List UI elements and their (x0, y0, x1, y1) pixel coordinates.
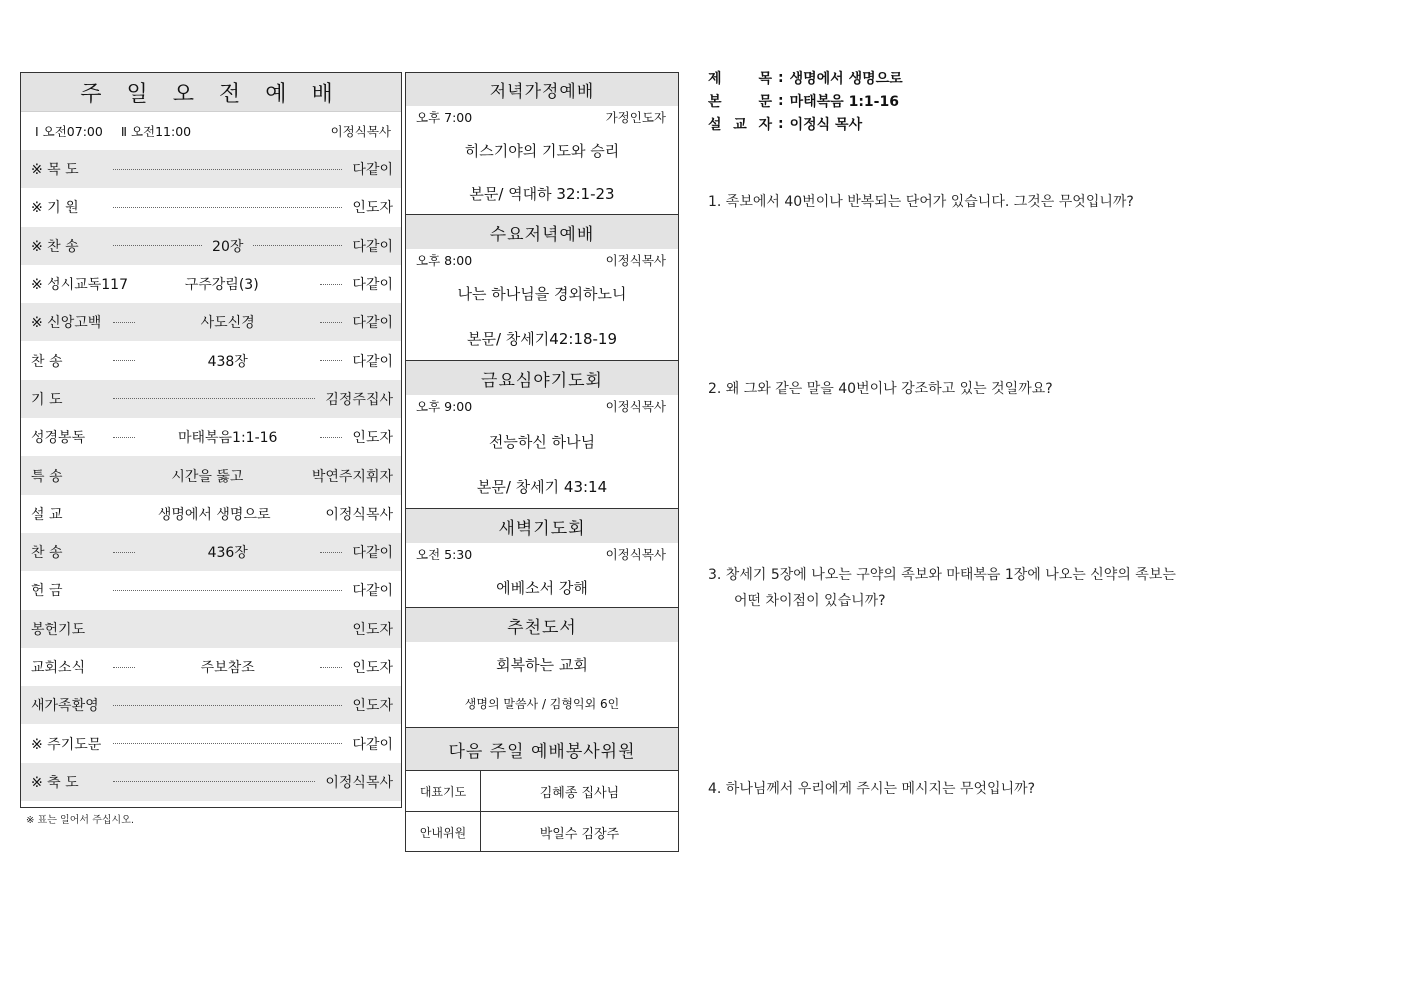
staff-value: 김혜종 집사님 (539, 785, 620, 801)
order-person: 인도자 (352, 200, 393, 217)
order-name: 찬 송 (31, 353, 63, 370)
second-service-time: Ⅱ 오전11:00 (120, 124, 192, 139)
order-name: 성경봉독 (31, 430, 86, 447)
label-char: 교 (733, 116, 747, 133)
dawn-title: 새벽기도회 (406, 509, 678, 543)
question-3-continued: 어떤 차이점이 있습니까? (734, 593, 886, 609)
friday-text: 본문/ 창세기 43:14 (476, 478, 608, 496)
order-row (21, 495, 401, 533)
order-person: 다같이 (352, 583, 393, 600)
order-name: 새가족환영 (31, 698, 99, 715)
dawn-meta (406, 543, 678, 565)
order-row (21, 227, 401, 265)
order-detail: 20장 (212, 238, 244, 255)
sermon-title: 생명에서 생명으로 (789, 70, 903, 87)
evening-home-meta (406, 106, 678, 128)
order-row (21, 648, 401, 686)
evening-home-topic: 히스기야의 기도와 승리 (464, 142, 620, 160)
friday-section (406, 361, 678, 509)
order-name: ※ 주기도문 (31, 736, 102, 753)
dawn-leader: 이정식목사 (605, 547, 666, 562)
dawn-section (406, 509, 678, 608)
order-person: 김정주집사 (325, 391, 393, 408)
order-detail: 주보참조 (200, 660, 255, 676)
book-title: 회복하는 교회 (496, 656, 588, 674)
order-row (21, 341, 401, 379)
order-name: ※ 기 원 (31, 200, 79, 217)
evening-home-leader: 가정인도자 (605, 110, 666, 125)
sunday-service-title: 주 일 오 전 예 배 (21, 73, 401, 112)
order-row (21, 686, 401, 724)
order-name: ※ 축 도 (31, 774, 79, 791)
order-detail: 시간을 뚫고 (171, 468, 244, 485)
wednesday-section (406, 215, 678, 361)
dawn-time: 오전 5:30 (416, 547, 473, 562)
books-title: 추천도서 (406, 608, 678, 642)
order-name: ※ 신앙고백 (31, 315, 102, 332)
friday-title: 금요심야기도회 (406, 361, 678, 395)
order-row (21, 571, 401, 609)
order-detail: 438장 (207, 353, 248, 370)
sermon-text: 마태복음 1:1-16 (789, 93, 899, 110)
service-pastor: 이정식목사 (330, 124, 391, 139)
order-detail: 사도신경 (200, 315, 255, 332)
service-times (21, 112, 401, 150)
order-row (21, 265, 401, 303)
order-name: 헌 금 (31, 583, 63, 600)
order-row (21, 610, 401, 648)
evening-home-time: 오후 7:00 (416, 110, 473, 125)
order-row (21, 456, 401, 494)
staff-label: 대표기도 (406, 771, 481, 811)
wednesday-time: 오후 8:00 (416, 253, 473, 268)
order-person: 다같이 (352, 545, 393, 562)
order-name: 설 교 (31, 506, 63, 523)
order-detail: 생명에서 생명으로 (157, 506, 271, 523)
order-person: 인도자 (352, 660, 393, 676)
staff-value: 박일수 김장주 (539, 826, 620, 842)
standing-footnote: ※ 표는 일어서 주십시오. (26, 815, 135, 826)
friday-meta (406, 395, 678, 417)
order-person: 박연주지휘자 (311, 468, 393, 485)
sermon-preacher: 이정식 목사 (789, 116, 863, 133)
wednesday-meta (406, 249, 678, 271)
staff-row (406, 770, 678, 811)
order-row (21, 724, 401, 762)
label-char: 목 (758, 70, 772, 87)
order-row (21, 188, 401, 226)
order-person: 다같이 (352, 315, 393, 332)
dawn-topic: 에베소서 강해 (496, 579, 588, 597)
sermon-title-row (708, 66, 903, 89)
staff-label: 안내위원 (406, 812, 481, 852)
order-name: 찬 송 (31, 545, 63, 562)
order-detail: 마태복음1:1-16 (177, 430, 278, 447)
wednesday-title: 수요저녁예배 (406, 215, 678, 249)
colon: : (778, 115, 784, 132)
order-row (21, 150, 401, 188)
friday-topic: 전능하신 하나님 (488, 433, 596, 451)
next-week-section (406, 728, 678, 852)
sermon-preacher-row (708, 112, 903, 135)
order-name: 봉헌기도 (31, 621, 86, 638)
first-service-time: Ⅰ 오전07:00 (35, 124, 103, 139)
order-row (21, 303, 401, 341)
label-char: 자 (758, 116, 772, 133)
wednesday-topic: 나는 하나님을 경외하노니 (457, 285, 627, 303)
order-name: ※ 목 도 (31, 162, 79, 179)
staff-row (406, 811, 678, 852)
wednesday-leader: 이정식목사 (605, 253, 666, 268)
books-section (406, 608, 678, 728)
order-person: 이정식목사 (325, 774, 393, 791)
label-char: 본 (708, 93, 722, 110)
label-char: 제 (708, 70, 722, 87)
order-person: 다같이 (352, 238, 393, 255)
order-row (21, 533, 401, 571)
order-name: ※ 성시교독117 (31, 277, 128, 294)
label-char: 설 (708, 116, 722, 133)
order-person: 인도자 (352, 430, 393, 447)
sunday-service-panel (20, 72, 402, 808)
order-name: 기 도 (31, 391, 63, 408)
label-char: 문 (758, 93, 772, 110)
order-detail: 436장 (207, 545, 248, 562)
question-4: 4. 하나님께서 우리에게 주시는 메시지는 무엇입니까? (708, 781, 1036, 797)
order-person: 이정식목사 (325, 506, 393, 523)
order-person: 인도자 (352, 698, 393, 715)
order-person: 다같이 (352, 162, 393, 179)
order-row (21, 418, 401, 456)
order-person: 인도자 (352, 621, 393, 638)
order-row (21, 380, 401, 418)
friday-time: 오후 9:00 (416, 399, 473, 414)
order-person: 다같이 (352, 277, 393, 294)
order-name: 특 송 (31, 468, 63, 485)
order-person: 다같이 (352, 353, 393, 370)
colon: : (778, 69, 784, 86)
question-1: 1. 족보에서 40번이나 반복되는 단어가 있습니다. 그것은 무엇입니까? (708, 194, 1134, 210)
next-week-title: 다음 주일 예배봉사위원 (406, 728, 678, 770)
question-3: 3. 창세기 5장에 나오는 구약의 족보와 마태복음 1장에 나오는 신약의 족보는 (708, 567, 1176, 583)
worship-order-list (21, 150, 401, 801)
question-2: 2. 왜 그와 같은 말을 40번이나 강조하고 있는 것일까요? (708, 381, 1053, 397)
sermon-text-row (708, 89, 903, 112)
evening-home-text: 본문/ 역대하 32:1-23 (469, 185, 615, 203)
order-detail: 구주강림(3) (184, 277, 259, 294)
colon: : (778, 92, 784, 109)
wednesday-text: 본문/ 창세기42:18-19 (467, 330, 617, 348)
order-name: 교회소식 (31, 660, 86, 676)
evening-home-section (406, 73, 678, 215)
order-row (21, 763, 401, 801)
friday-leader: 이정식목사 (605, 399, 666, 414)
book-publisher: 생명의 말씀사 / 김형익외 6인 (464, 697, 620, 711)
order-person: 다같이 (352, 736, 393, 753)
order-name: ※ 찬 송 (31, 238, 79, 255)
evening-home-title: 저녁가정예배 (406, 73, 678, 106)
sermon-info (708, 66, 903, 135)
weekly-services-panel (405, 72, 679, 852)
